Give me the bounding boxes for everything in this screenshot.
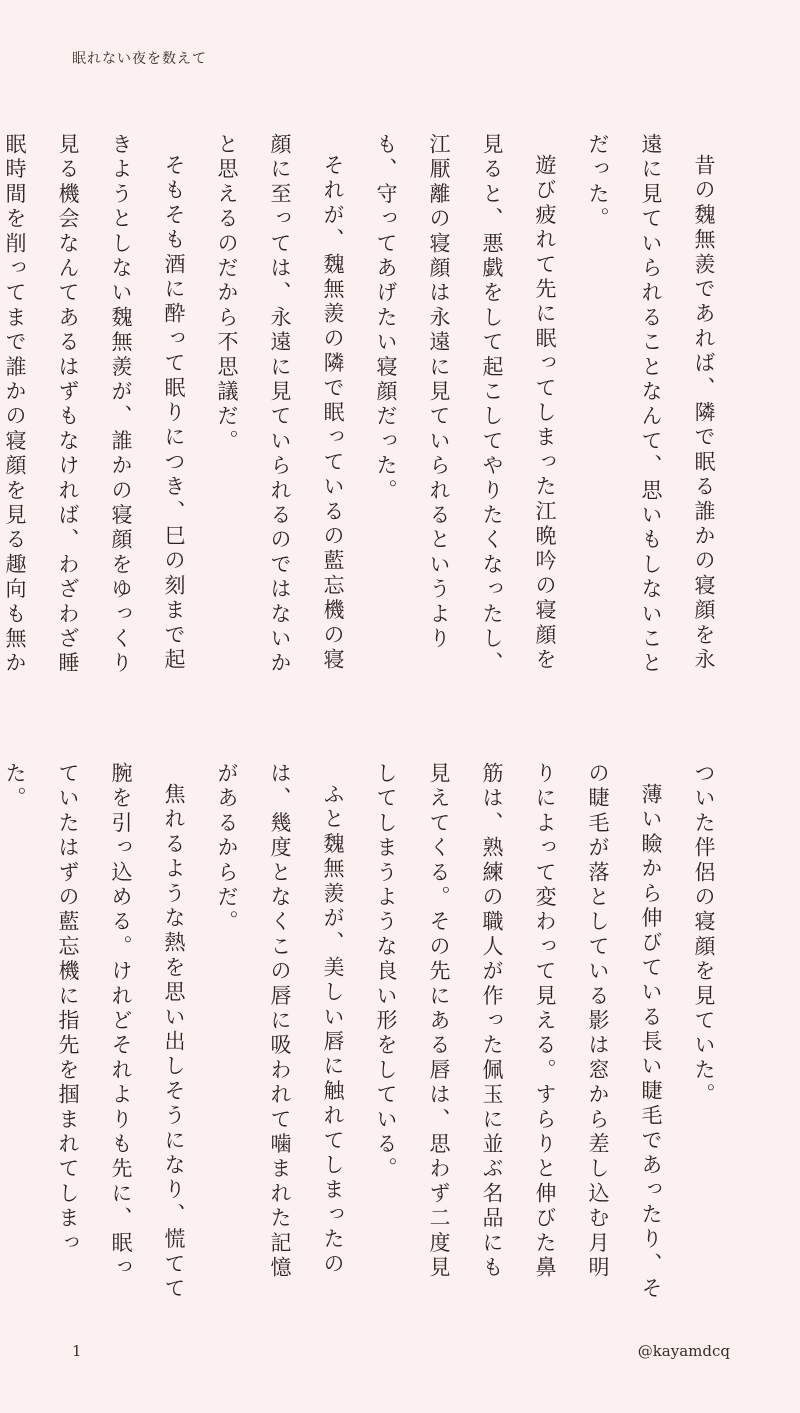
page-title: 眠れない夜を数えて [72, 51, 207, 67]
page-number: 1 [72, 1342, 82, 1360]
paragraph: 焦れるような熱を思い出しそうになり、慌てて腕を引っ込める。けれどそれよりも先に、眠っていたはずの藍忘機に指先を掴まれてしまった。 [3, 762, 186, 1302]
paragraph: それが、魏無羨の隣で眠っているの藍忘機の寝顔に至っては、永遠に見ていられるのではないかと思えるのだから不思議だ。 [215, 133, 345, 677]
author-handle: @kayamdcq [637, 1342, 730, 1360]
paragraph: そもそも酒に酔って眠りにつき、巳の刻まで起きようとしない魏無羨が、誰かの寝顔をゆっくり見る機会なんてあるはずもなければ、わざわざ睡眠時間を削ってまで誰かの寝顔を見る趣向も無か [3, 133, 186, 677]
paragraph: ついた伴侶の寝顔を見ていた。 [692, 762, 716, 1108]
paragraph: ふと魏無羨が、美しい唇に触れてしまったのは、幾度となくこの唇に吸われて噛まれた記憶があるからだ。 [215, 762, 345, 1281]
text-block-upper [3, 133, 730, 693]
text-block-lower [3, 762, 730, 1302]
paragraph: 昔の魏無羨であれば、隣で眠る誰かの寝顔を永遠に見ていられることなんて、思いもしないことだった。 [586, 133, 716, 677]
paragraph: 遊び疲れて先に眠ってしまった江晩吟の寝顔を見ると、悪戯をして起こしてやりたくなったし、江厭離の寝顔は永遠に見ていられるというよりも、守ってあげたい寝顔だった。 [374, 133, 557, 677]
paragraph: 薄い瞼から伸びている長い睫毛であったり、その睫毛が落としている影は窓から差し込む月明りによって変わって見える。すらりと伸びた鼻筋は、熟練の職人が作った佩玉に並ぶ名品にも見えてくる。その先にある唇は、思わず二度見してしまうような良い形をしている。 [374, 762, 663, 1302]
